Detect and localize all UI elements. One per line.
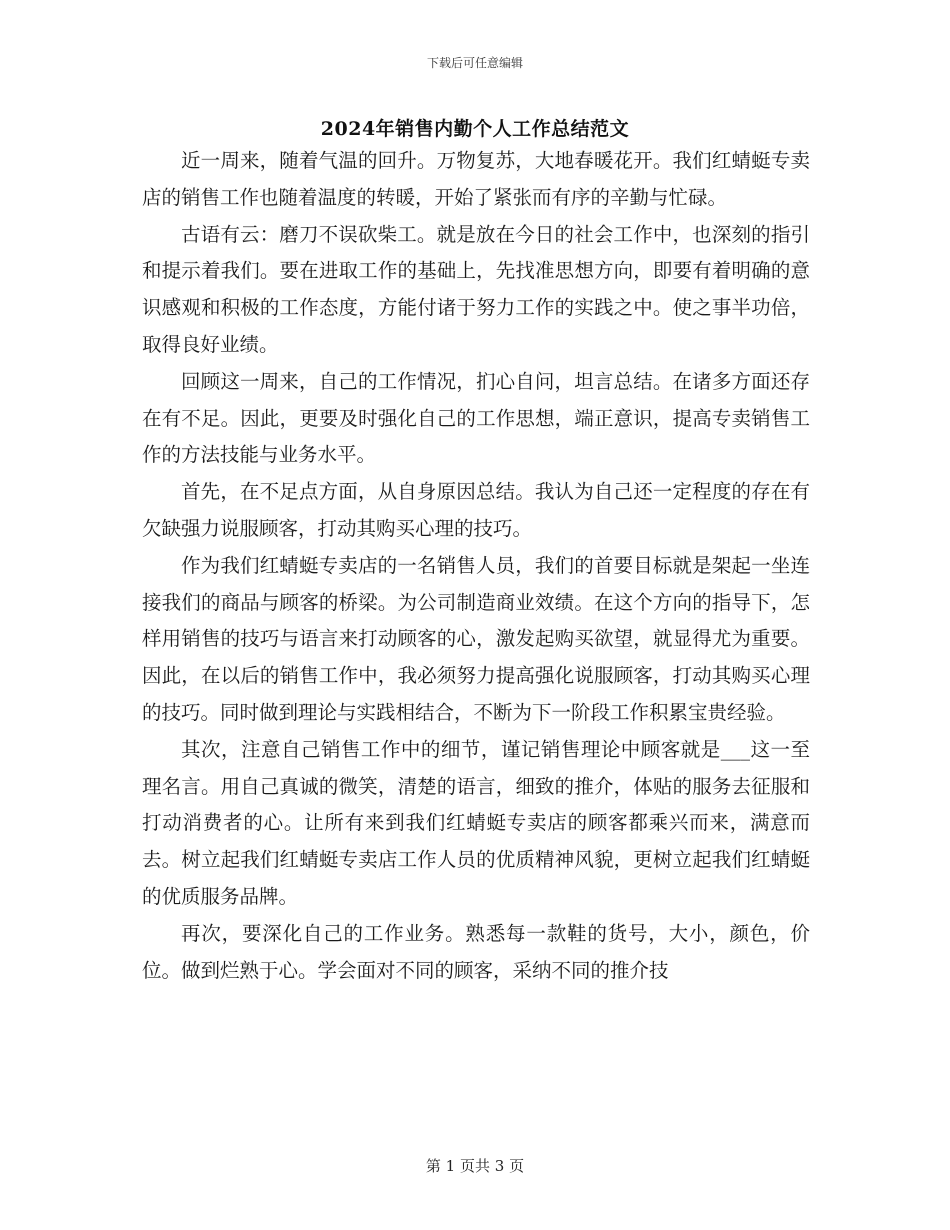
paragraph-7: 再次，要深化自己的工作业务。熟悉每一款鞋的货号，大小，颜色，价位。做到烂熟于心。学会面对不同的顾客，采纳不同的推介技 [142, 921, 810, 982]
header-note: 下载后可任意编辑 [426, 56, 523, 70]
paragraph-4: 首先，在不足点方面，从自身原因总结。我认为自己还一定程度的存在有欠缺强力说服顾客，打动其购买心理的技巧。 [142, 480, 810, 540]
paragraph-3: 回顾这一周来，自己的工作情况，扪心自问，坦言总结。在诸多方面还存在有不足。因此，更要及时强化自己的工作思想，端正意识，提高专卖销售工作的方法技能与业务水平。 [142, 369, 810, 467]
paragraph-6: 其次，注意自己销售工作中的细节，谨记销售理论中顾客就是___这一至理名言。用自己真诚的微笑，清楚的语言，细致的推介，体贴的服务去征服和打动消费者的心。让所有来到我们红蜻蜓专卖店的顾客都乘兴而来，满意而去。树立起我们红蜻蜓专卖店工作人员的优质精神风貌，更树立起我们红蜻蜓的优质服务品牌。 [142, 737, 810, 908]
paragraph-2: 古语有云：磨刀不误砍柴工。就是放在今日的社会工作中，也深刻的指引和提示着我们。要在进取工作的基础上，先找准思想方向，即要有着明确的意识感观和积极的工作态度，方能付诸于努力工作的实践之中。使之事半功倍，取得良好业绩。 [142, 222, 810, 356]
page-number-footer: 第 1 页共 3 页 [425, 1157, 525, 1175]
paragraph-1: 近一周来，随着气温的回升。万物复苏，大地春暖花开。我们红蜻蜓专卖店的销售工作也随着温度的转暖，开始了紧张而有序的辛勤与忙碌。 [142, 149, 810, 209]
document-title: 2024年销售内勤个人工作总结范文 [320, 118, 630, 140]
document-body [142, 143, 810, 989]
paragraph-5: 作为我们红蜻蜓专卖店的一名销售人员，我们的首要目标就是架起一坐连接我们的商品与顾客的桥梁。为公司制造商业效绩。在这个方向的指导下，怎样用销售的技巧与语言来打动顾客的心，激发起购买欲望，就显得尤为重要。因此，在以后的销售工作中，我必须努力提高强化说服顾客，打动其购买心理的技巧。同时做到理论与实践相结合，不断为下一阶段工作积累宝贵经验。 [142, 553, 810, 724]
